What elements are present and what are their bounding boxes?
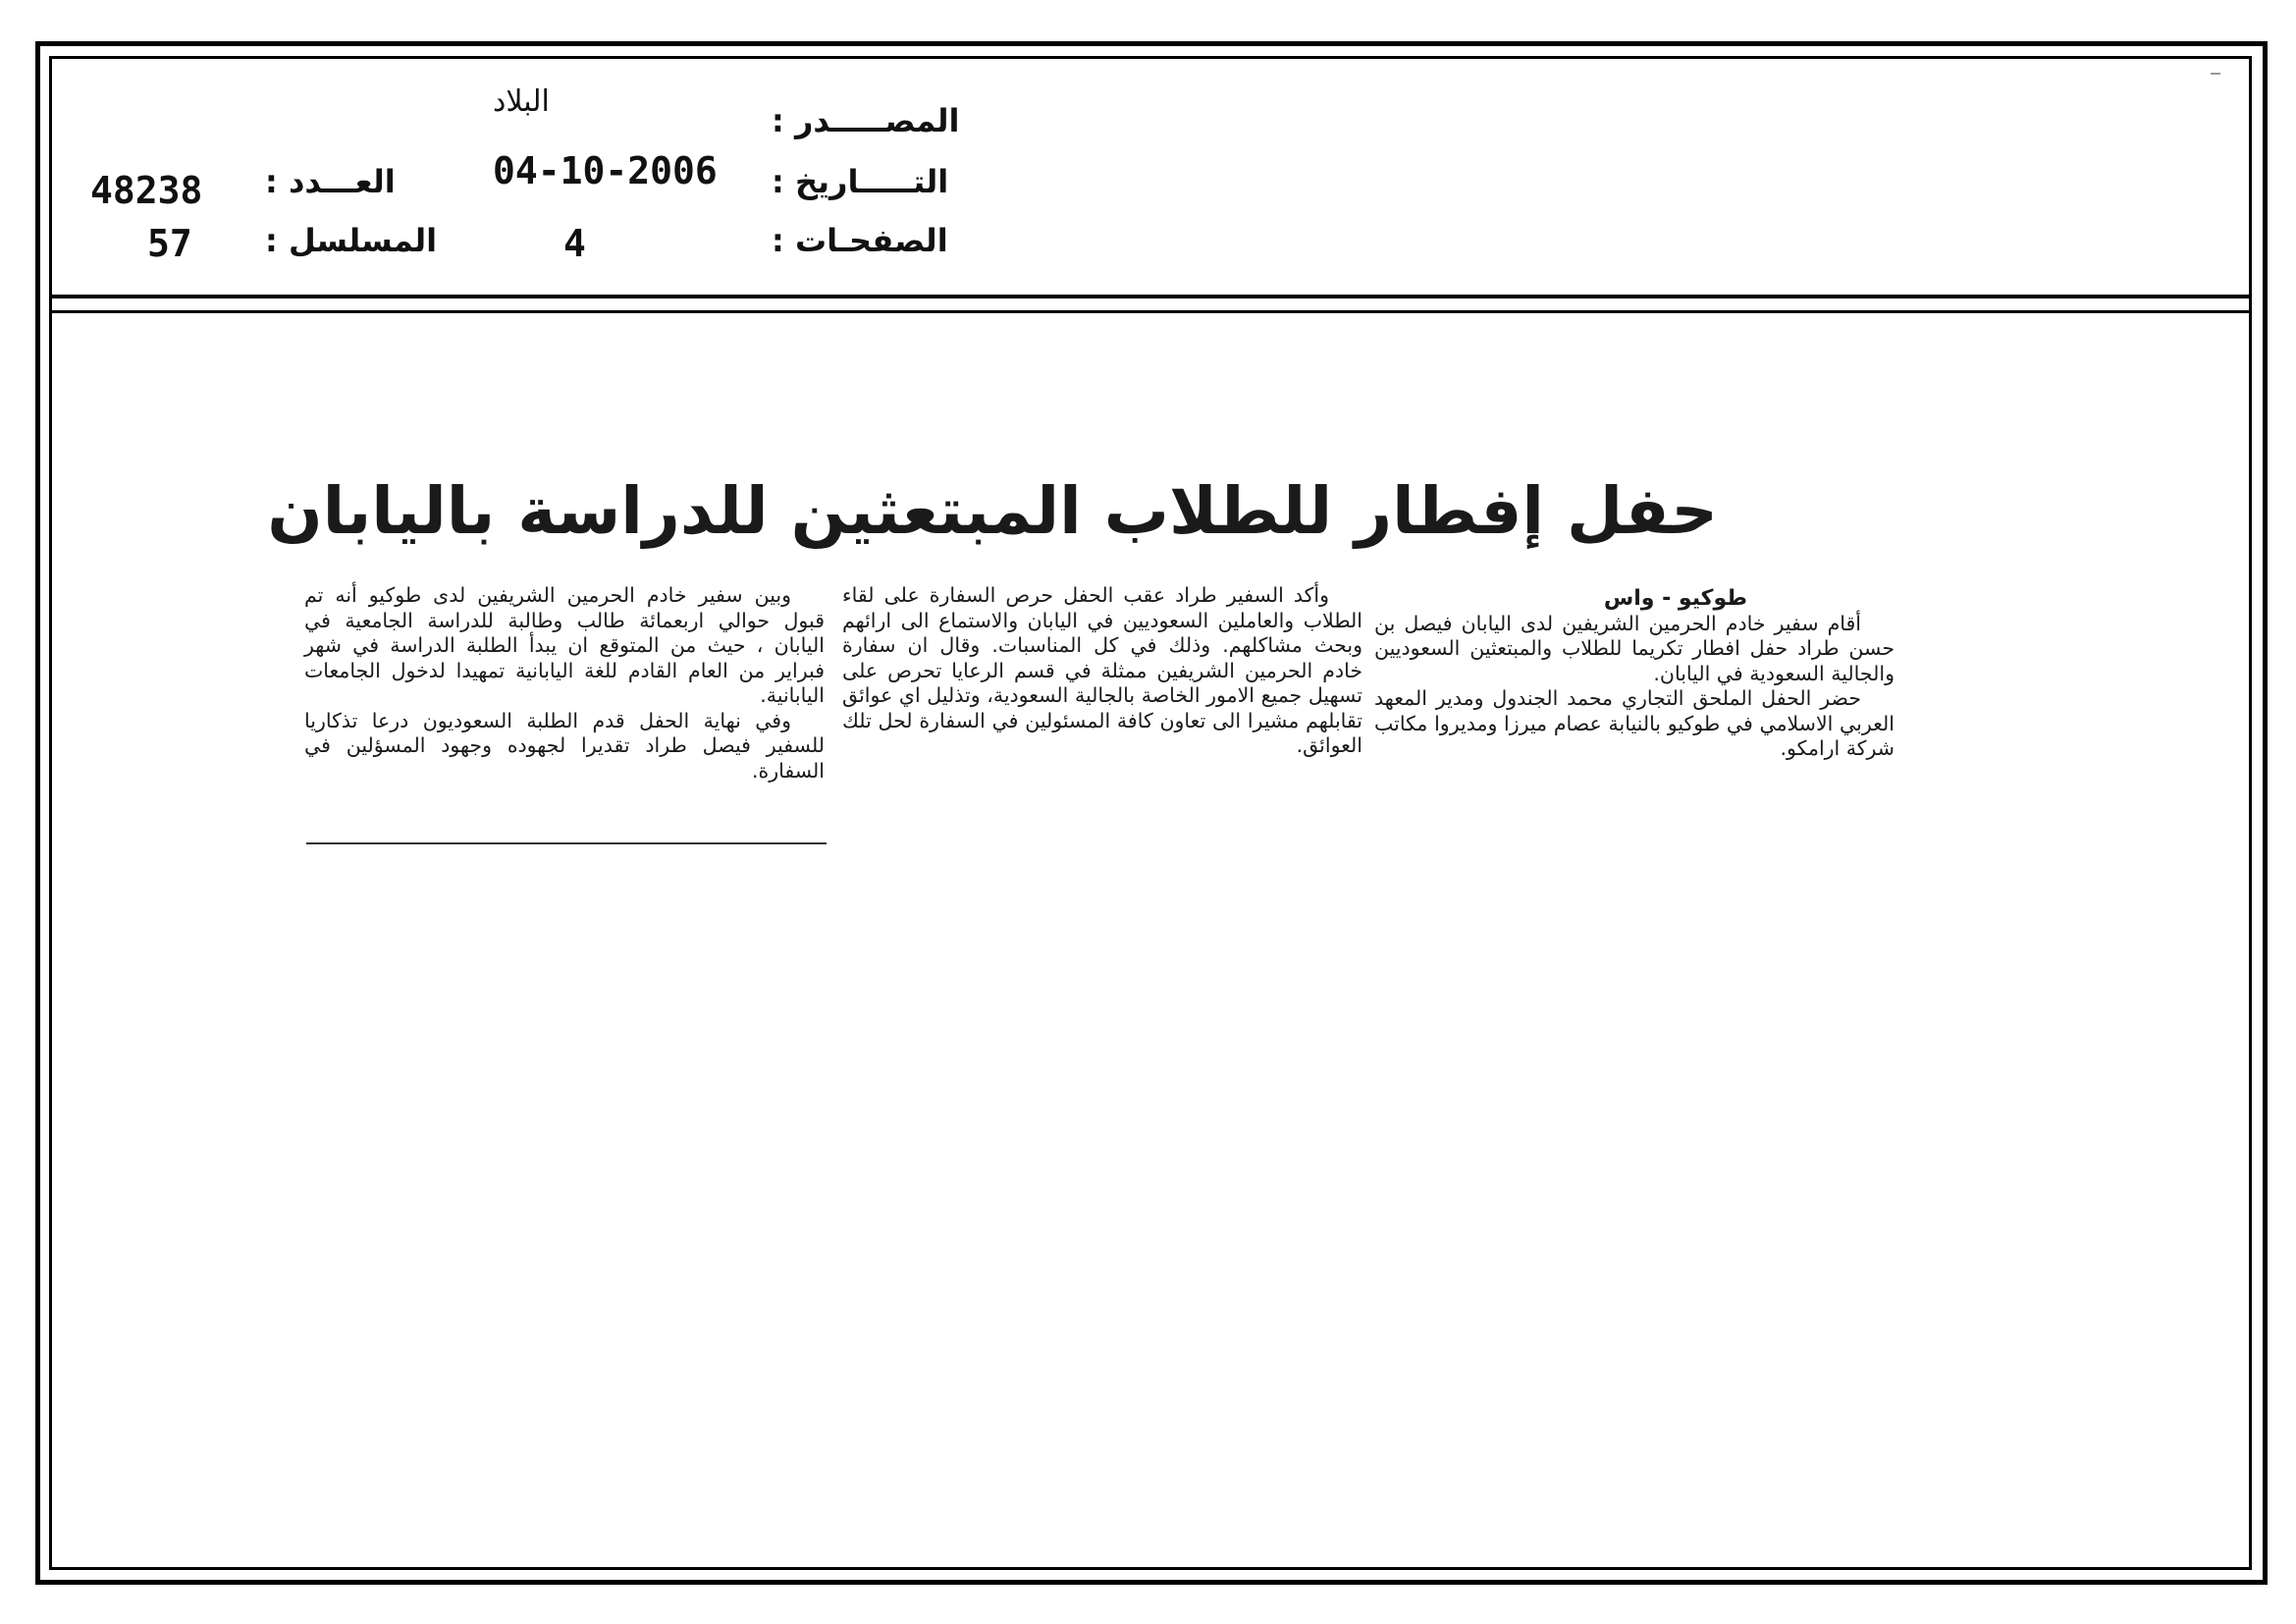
date-label: التـــــاريخ : bbox=[772, 163, 949, 200]
col3-paragraph-1: وبين سفير خادم الحرمين الشريفين لدى طوكيو أنه تم قبول حوالي اربعمائة طالب وطالبة للدراسة الجامعية في اليابان ، حيث من المتوقع ان يبدأ الطلبة الدراسة في شهر فبراير من العام القادم للغة اليابانية تمهيدا لدخول الجامعات اليابانية. bbox=[304, 583, 825, 707]
article-dateline: طوكيو - واس bbox=[1603, 586, 1747, 611]
issue-value: 48238 bbox=[90, 169, 203, 212]
article-end-rule bbox=[306, 842, 827, 844]
article-column-2 bbox=[842, 583, 1362, 759]
pages-label: الصفحـات : bbox=[772, 222, 948, 259]
header-divider-top bbox=[49, 295, 2252, 298]
col3-paragraph-2: وفي نهاية الحفل قدم الطلبة السعوديون درعا تذكاريا للسفير فيصل طراد تقديرا لجهوده وجهود المسؤلين في السفارة. bbox=[304, 708, 825, 783]
date-value: 04-10-2006 bbox=[493, 149, 718, 192]
source-value: البلاد bbox=[493, 84, 550, 119]
source-label: المصـــــدر : bbox=[772, 102, 960, 139]
inner-border bbox=[49, 56, 2252, 1570]
col2-paragraph-1: وأكد السفير طراد عقب الحفل حرص السفارة على لقاء الطلاب والعاملين السعوديين في اليابان والاستماع الى ارائهم وبحث مشاكلهم. وذلك في كل المناسبات. وقال ان سفارة خادم الحرمين الشريفين ممثلة في قسم الرعايا تحرص على تسهيل جميع الامور الخاصة بالجالية السعودية، وتذليل اي عوائق تقابلهم مشيرا الى تعاون كافة المسئولين في السفارة لحل تلك العوائق. bbox=[842, 583, 1362, 757]
header-divider-bottom bbox=[49, 310, 2252, 313]
pages-value: 4 bbox=[563, 222, 586, 265]
serial-label: المسلسل : bbox=[265, 222, 438, 259]
article-column-1 bbox=[1374, 586, 1895, 762]
article-headline: حفل إفطار للطلاب المبتعثين للدراسة باليابان bbox=[267, 473, 1718, 549]
serial-value: 57 bbox=[147, 222, 192, 265]
col1-paragraph-1: أقام سفير خادم الحرمين الشريفين لدى اليابان فيصل بن حسن طراد حفل افطار تكريما للطلاب والمبتعثين السعوديين والجالية السعودية في اليابان. bbox=[1374, 611, 1895, 685]
scan-mark bbox=[2211, 73, 2220, 75]
col1-paragraph-2: حضر الحفل الملحق التجاري محمد الجندول ومدير المعهد العربي الاسلامي في طوكيو بالنيابة عصام ميرزا ومديروا مكاتب شركة ارامكو. bbox=[1374, 686, 1895, 760]
issue-label: العـــدد : bbox=[265, 163, 396, 200]
article-column-3 bbox=[304, 583, 825, 784]
